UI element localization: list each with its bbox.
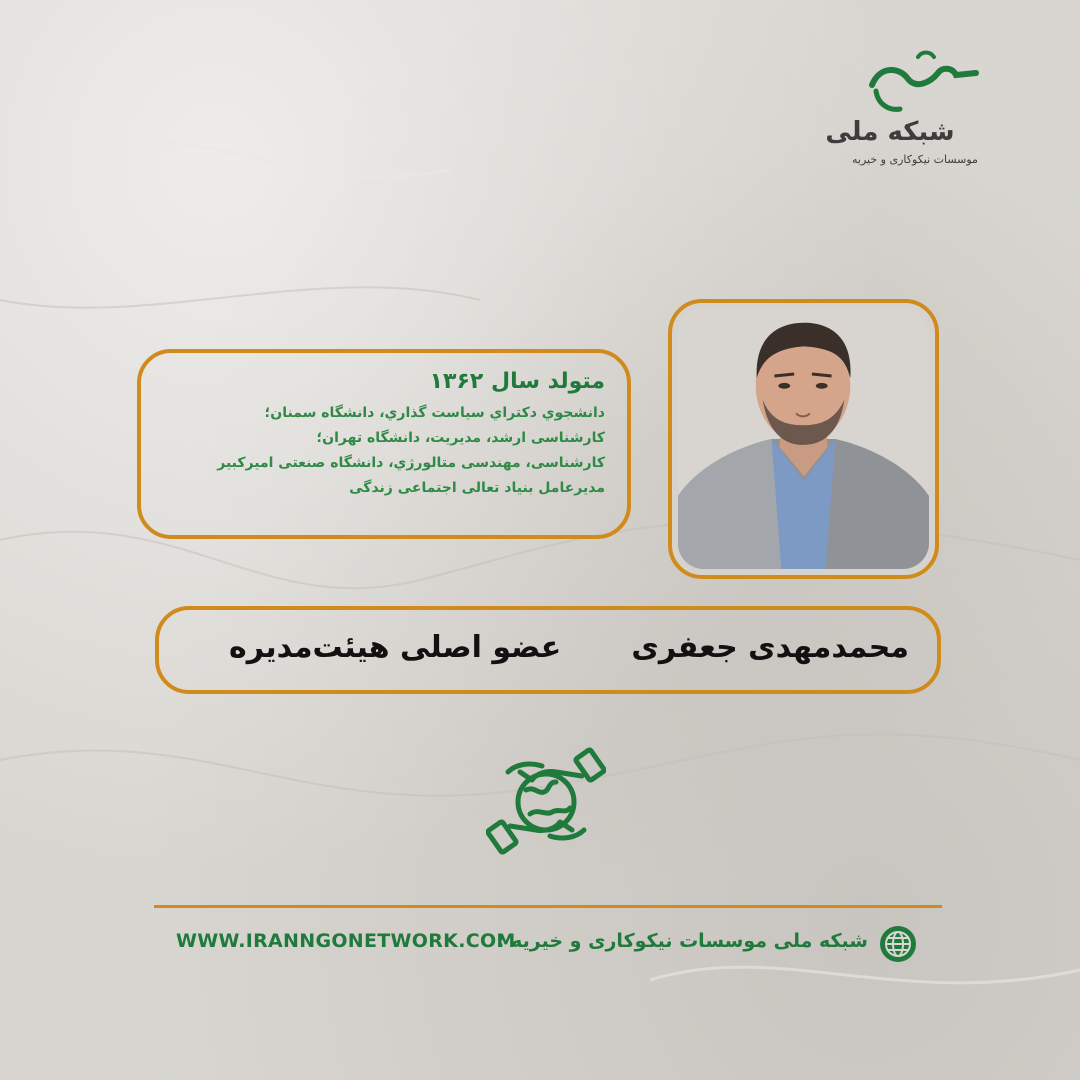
- footer-website-link[interactable]: WWW.IRANNGONETWORK.COM: [176, 930, 516, 952]
- bio-line: دانشجوي دكتراي سياست گذاري، دانشگاه سمنان؛: [264, 405, 605, 421]
- leaf-swoosh-icon: [860, 45, 980, 115]
- footer-divider: [154, 905, 942, 908]
- portrait-photo: [668, 299, 939, 579]
- bio-card: [137, 349, 631, 539]
- portrait-illustration: [678, 309, 929, 569]
- hands-globe-icon: [486, 742, 606, 860]
- name-bar: [155, 606, 941, 694]
- logo-subtitle: موسسات نیکوکاری و خیریه: [852, 153, 978, 166]
- bio-line: كارشناسی ارشد، مديريت، دانشگاه تهران؛: [316, 430, 605, 446]
- birth-year-title: متولد سال ۱۳۶۲: [429, 369, 605, 394]
- globe-icon: [879, 925, 917, 963]
- person-role: عضو اصلی هیئت‌مدیره: [229, 630, 562, 665]
- logo-title: شبکه ملی: [825, 117, 955, 147]
- person-name: محمدمهدی جعفری: [631, 630, 909, 665]
- brand-logo: [825, 45, 990, 175]
- bio-line: مدیرعامل بنیاد تعالی اجتماعی زندگی: [349, 480, 605, 496]
- bio-line: كارشناسی، مهندسی متالورژي، دانشگاه صنعتی اميركبير: [217, 455, 605, 471]
- footer-org-text: شبکه ملی موسسات نیکوکاری و خیریه :: [496, 930, 868, 952]
